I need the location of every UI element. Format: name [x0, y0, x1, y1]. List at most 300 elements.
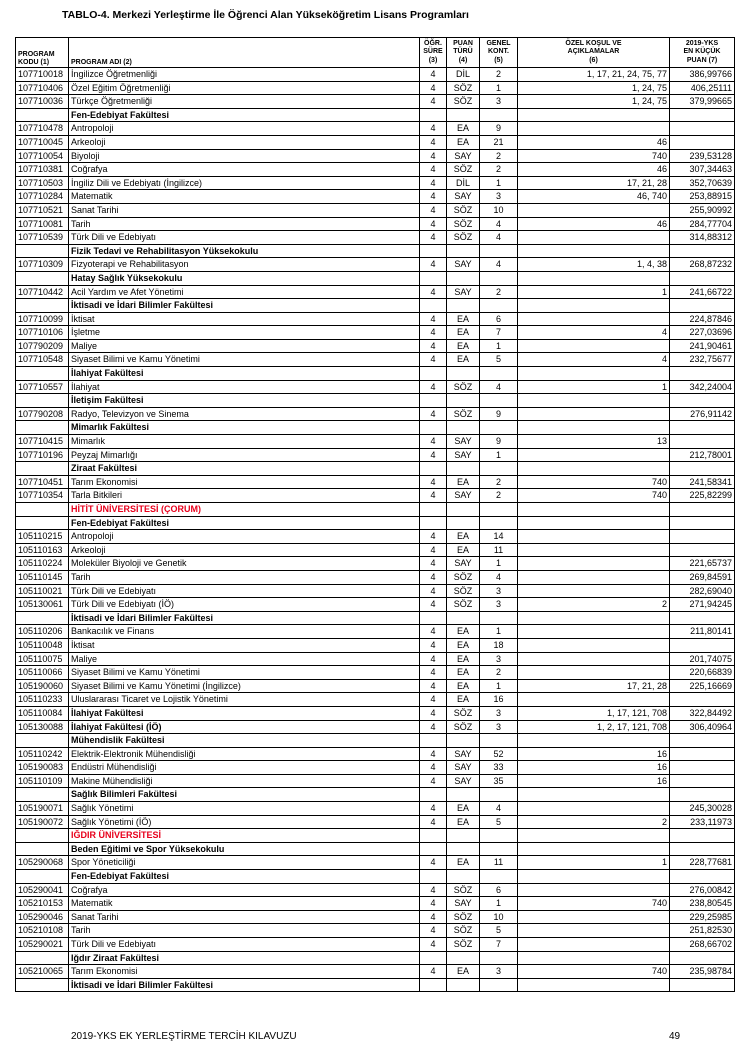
general-quota: 3	[480, 652, 518, 666]
empty-cell	[480, 870, 518, 884]
score-type: SAY	[447, 258, 480, 272]
score-type: SAY	[447, 448, 480, 462]
special-notes	[518, 910, 670, 924]
empty-cell	[16, 244, 69, 258]
header-min-score	[670, 38, 735, 68]
program-name: Sanat Tarihi	[69, 203, 420, 217]
program-code: 105210153	[16, 897, 69, 911]
table-row	[16, 938, 735, 952]
table-row	[16, 652, 735, 666]
general-quota: 6	[480, 312, 518, 326]
empty-cell	[420, 870, 447, 884]
empty-cell	[420, 108, 447, 122]
faculty-heading-row	[16, 870, 735, 884]
min-score: 276,00842	[670, 883, 735, 897]
empty-cell	[447, 611, 480, 625]
empty-cell	[420, 842, 447, 856]
program-code: 105190060	[16, 679, 69, 693]
score-type: SÖZ	[447, 380, 480, 394]
program-code: 107710036	[16, 95, 69, 109]
program-code: 105110109	[16, 774, 69, 788]
empty-cell	[447, 734, 480, 748]
duration: 4	[420, 68, 447, 82]
min-score: 306,40964	[670, 720, 735, 734]
table-header	[16, 38, 735, 68]
empty-cell	[670, 788, 735, 802]
program-name: İngiliz Dili ve Edebiyatı (İngilizce)	[69, 176, 420, 190]
empty-cell	[420, 734, 447, 748]
general-quota: 4	[480, 231, 518, 245]
header-line: ÖĞR.	[424, 40, 442, 48]
empty-cell	[447, 516, 480, 530]
table-row	[16, 638, 735, 652]
empty-cell	[420, 244, 447, 258]
score-type: EA	[447, 652, 480, 666]
table-row	[16, 380, 735, 394]
table-row	[16, 625, 735, 639]
empty-cell	[518, 734, 670, 748]
program-name: Arkeoloji	[69, 135, 420, 149]
min-score: 271,94245	[670, 598, 735, 612]
header-line: EN KÜÇÜK	[683, 48, 721, 56]
program-code: 105130061	[16, 598, 69, 612]
min-score	[670, 761, 735, 775]
duration: 4	[420, 720, 447, 734]
duration: 4	[420, 149, 447, 163]
table-body	[16, 68, 735, 992]
program-name: Mimarlık	[69, 435, 420, 449]
program-name: Matematik	[69, 897, 420, 911]
duration: 4	[420, 910, 447, 924]
general-quota: 1	[480, 448, 518, 462]
empty-cell	[16, 978, 69, 992]
program-name: Endüstri Mühendisliği	[69, 761, 420, 775]
score-type: EA	[447, 666, 480, 680]
document-title: TABLO-4. Merkezi Yerleştirme İle Öğrenci Alan Yükseköğretim Lisans Programları	[62, 9, 469, 21]
header-line: 2019-YKS	[685, 40, 719, 48]
table-row	[16, 285, 735, 299]
program-code: 105110224	[16, 557, 69, 571]
program-code: 105210108	[16, 924, 69, 938]
programs-table	[15, 37, 735, 992]
program-code: 107710521	[16, 203, 69, 217]
score-type: SÖZ	[447, 217, 480, 231]
faculty-name: Mimarlık Fakültesi	[69, 421, 420, 435]
faculty-heading-row	[16, 516, 735, 530]
special-notes: 1, 24, 75	[518, 95, 670, 109]
score-type: DİL	[447, 176, 480, 190]
score-type: EA	[447, 543, 480, 557]
duration: 4	[420, 897, 447, 911]
general-quota: 3	[480, 965, 518, 979]
special-notes: 1, 2, 17, 121, 708	[518, 720, 670, 734]
program-name: İlahiyat Fakültesi (İÖ)	[69, 720, 420, 734]
special-notes	[518, 584, 670, 598]
special-notes: 740	[518, 149, 670, 163]
empty-cell	[518, 978, 670, 992]
faculty-heading-row	[16, 108, 735, 122]
table-row	[16, 924, 735, 938]
empty-cell	[518, 516, 670, 530]
program-code: 105210065	[16, 965, 69, 979]
duration: 4	[420, 543, 447, 557]
program-code: 107710406	[16, 81, 69, 95]
min-score: 245,30028	[670, 802, 735, 816]
duration: 4	[420, 652, 447, 666]
score-type: EA	[447, 122, 480, 136]
program-code: 105110084	[16, 706, 69, 720]
program-code: 105130088	[16, 720, 69, 734]
duration: 4	[420, 856, 447, 870]
faculty-heading-row	[16, 788, 735, 802]
empty-cell	[16, 870, 69, 884]
special-notes: 4	[518, 326, 670, 340]
general-quota: 6	[480, 883, 518, 897]
program-name: Arkeoloji	[69, 543, 420, 557]
score-type: SAY	[447, 489, 480, 503]
min-score: 352,70639	[670, 176, 735, 190]
table-row	[16, 122, 735, 136]
program-code: 105110048	[16, 638, 69, 652]
min-score: 269,84591	[670, 570, 735, 584]
program-name: Elektrik-Elektronik Mühendisliği	[69, 747, 420, 761]
duration: 4	[420, 176, 447, 190]
university-heading-row	[16, 829, 735, 843]
header-line: KONT.	[488, 48, 509, 56]
program-name: Sanat Tarihi	[69, 910, 420, 924]
duration: 4	[420, 407, 447, 421]
program-code: 105110075	[16, 652, 69, 666]
faculty-heading-row	[16, 842, 735, 856]
duration: 4	[420, 448, 447, 462]
empty-cell	[670, 503, 735, 517]
min-score	[670, 774, 735, 788]
duration: 4	[420, 693, 447, 707]
empty-cell	[670, 951, 735, 965]
general-quota: 3	[480, 706, 518, 720]
table-row	[16, 258, 735, 272]
special-notes: 2	[518, 815, 670, 829]
score-type: SÖZ	[447, 910, 480, 924]
score-type: EA	[447, 475, 480, 489]
program-name: Bankacılık ve Finans	[69, 625, 420, 639]
duration: 4	[420, 231, 447, 245]
program-name: Tarih	[69, 217, 420, 231]
special-notes	[518, 693, 670, 707]
special-notes: 46, 740	[518, 190, 670, 204]
university-heading-row	[16, 503, 735, 517]
table-row	[16, 584, 735, 598]
program-code: 105110215	[16, 530, 69, 544]
program-code: 105110163	[16, 543, 69, 557]
empty-cell	[420, 788, 447, 802]
table-row	[16, 217, 735, 231]
programs-table-container	[15, 37, 734, 992]
program-code: 105290046	[16, 910, 69, 924]
special-notes	[518, 938, 670, 952]
empty-cell	[480, 611, 518, 625]
program-name: Tarım Ekonomisi	[69, 965, 420, 979]
empty-cell	[480, 367, 518, 381]
program-code: 107710503	[16, 176, 69, 190]
program-code: 107710196	[16, 448, 69, 462]
score-type: EA	[447, 312, 480, 326]
min-score: 228,77681	[670, 856, 735, 870]
empty-cell	[480, 421, 518, 435]
empty-cell	[16, 421, 69, 435]
faculty-name: Fizik Tedavi ve Rehabilitasyon Yüksekokulu	[69, 244, 420, 258]
faculty-name: Fen-Edebiyat Fakültesi	[69, 870, 420, 884]
table-row	[16, 747, 735, 761]
empty-cell	[420, 271, 447, 285]
program-name: İktisat	[69, 312, 420, 326]
general-quota: 11	[480, 543, 518, 557]
program-name: Maliye	[69, 339, 420, 353]
duration: 4	[420, 570, 447, 584]
min-score: 284,77704	[670, 217, 735, 231]
special-notes: 1, 4, 38	[518, 258, 670, 272]
empty-cell	[518, 244, 670, 258]
program-name: Spor Yöneticiliği	[69, 856, 420, 870]
program-code: 107710539	[16, 231, 69, 245]
empty-cell	[447, 421, 480, 435]
faculty-heading-row	[16, 978, 735, 992]
empty-cell	[518, 462, 670, 476]
score-type: SÖZ	[447, 203, 480, 217]
faculty-heading-row	[16, 421, 735, 435]
header-line: (3)	[428, 56, 438, 64]
duration: 4	[420, 679, 447, 693]
program-code: 107710099	[16, 312, 69, 326]
university-name: IĞDIR ÜNİVERSİTESİ	[69, 829, 420, 843]
faculty-name: Beden Eğitimi ve Spor Yüksekokulu	[69, 842, 420, 856]
general-quota: 4	[480, 217, 518, 231]
general-quota: 4	[480, 570, 518, 584]
program-name: Siyaset Bilimi ve Kamu Yönetimi	[69, 666, 420, 680]
general-quota: 52	[480, 747, 518, 761]
duration: 4	[420, 625, 447, 639]
min-score	[670, 747, 735, 761]
empty-cell	[16, 788, 69, 802]
faculty-name: Fen-Edebiyat Fakültesi	[69, 516, 420, 530]
duration: 4	[420, 584, 447, 598]
general-quota: 2	[480, 163, 518, 177]
general-quota: 1	[480, 625, 518, 639]
empty-cell	[420, 299, 447, 313]
score-type: SÖZ	[447, 584, 480, 598]
table-row	[16, 135, 735, 149]
table-row	[16, 693, 735, 707]
table-row	[16, 163, 735, 177]
min-score	[670, 122, 735, 136]
table-row	[16, 679, 735, 693]
empty-cell	[480, 829, 518, 843]
faculty-name: Iğdır Ziraat Fakültesi	[69, 951, 420, 965]
program-name: Maliye	[69, 652, 420, 666]
program-code: 105110021	[16, 584, 69, 598]
program-name: Siyaset Bilimi ve Kamu Yönetimi (İngilizce)	[69, 679, 420, 693]
min-score: 225,82299	[670, 489, 735, 503]
duration: 4	[420, 489, 447, 503]
special-notes: 2	[518, 598, 670, 612]
special-notes: 740	[518, 475, 670, 489]
program-name: İlahiyat	[69, 380, 420, 394]
special-notes	[518, 625, 670, 639]
program-code: 105290041	[16, 883, 69, 897]
empty-cell	[518, 829, 670, 843]
general-quota: 2	[480, 666, 518, 680]
min-score: 238,80545	[670, 897, 735, 911]
general-quota: 7	[480, 326, 518, 340]
table-row	[16, 407, 735, 421]
empty-cell	[518, 271, 670, 285]
empty-cell	[420, 829, 447, 843]
min-score	[670, 543, 735, 557]
special-notes: 740	[518, 897, 670, 911]
special-notes	[518, 339, 670, 353]
program-code: 107710284	[16, 190, 69, 204]
duration: 4	[420, 203, 447, 217]
page-number: 49	[669, 1031, 681, 1042]
special-notes: 46	[518, 135, 670, 149]
empty-cell	[670, 367, 735, 381]
general-quota: 9	[480, 122, 518, 136]
duration: 4	[420, 802, 447, 816]
empty-cell	[447, 271, 480, 285]
duration: 4	[420, 326, 447, 340]
score-type: EA	[447, 679, 480, 693]
table-row	[16, 326, 735, 340]
min-score	[670, 435, 735, 449]
empty-cell	[670, 870, 735, 884]
empty-cell	[447, 829, 480, 843]
empty-cell	[420, 978, 447, 992]
empty-cell	[670, 516, 735, 530]
empty-cell	[480, 978, 518, 992]
program-name: Tarla Bitkileri	[69, 489, 420, 503]
empty-cell	[16, 299, 69, 313]
score-type: EA	[447, 965, 480, 979]
score-type: SAY	[447, 435, 480, 449]
general-quota: 4	[480, 380, 518, 394]
special-notes: 4	[518, 353, 670, 367]
duration: 4	[420, 435, 447, 449]
min-score: 268,87232	[670, 258, 735, 272]
program-name: Antropoloji	[69, 530, 420, 544]
empty-cell	[670, 978, 735, 992]
score-type: SAY	[447, 557, 480, 571]
empty-cell	[670, 244, 735, 258]
special-notes	[518, 448, 670, 462]
empty-cell	[670, 271, 735, 285]
general-quota: 11	[480, 856, 518, 870]
min-score: 235,98784	[670, 965, 735, 979]
duration: 4	[420, 475, 447, 489]
general-quota: 1	[480, 339, 518, 353]
empty-cell	[420, 516, 447, 530]
program-code: 107710354	[16, 489, 69, 503]
general-quota: 1	[480, 557, 518, 571]
program-name: Türk Dili ve Edebiyatı	[69, 938, 420, 952]
program-code: 105290021	[16, 938, 69, 952]
duration: 4	[420, 965, 447, 979]
empty-cell	[670, 394, 735, 408]
general-quota: 2	[480, 489, 518, 503]
min-score: 255,90992	[670, 203, 735, 217]
duration: 4	[420, 217, 447, 231]
empty-cell	[447, 462, 480, 476]
min-score: 282,69040	[670, 584, 735, 598]
empty-cell	[480, 503, 518, 517]
table-row	[16, 570, 735, 584]
empty-cell	[16, 503, 69, 517]
score-type: SÖZ	[447, 81, 480, 95]
program-code: 105190071	[16, 802, 69, 816]
program-code: 107790209	[16, 339, 69, 353]
min-score: 212,78001	[670, 448, 735, 462]
min-score: 386,99766	[670, 68, 735, 82]
duration: 4	[420, 135, 447, 149]
score-type: SAY	[447, 285, 480, 299]
duration: 4	[420, 353, 447, 367]
table-row	[16, 910, 735, 924]
program-name: Sağlık Yönetimi (İÖ)	[69, 815, 420, 829]
table-row	[16, 231, 735, 245]
special-notes	[518, 557, 670, 571]
general-quota: 3	[480, 598, 518, 612]
special-notes	[518, 530, 670, 544]
faculty-heading-row	[16, 271, 735, 285]
general-quota: 33	[480, 761, 518, 775]
program-code: 105190072	[16, 815, 69, 829]
score-type: EA	[447, 326, 480, 340]
empty-cell	[447, 842, 480, 856]
min-score: 406,25111	[670, 81, 735, 95]
score-type: EA	[447, 638, 480, 652]
empty-cell	[480, 462, 518, 476]
program-name: Özel Eğitim Öğretmenliği	[69, 81, 420, 95]
general-quota: 21	[480, 135, 518, 149]
program-code: 107710557	[16, 380, 69, 394]
program-name: İşletme	[69, 326, 420, 340]
special-notes: 740	[518, 965, 670, 979]
program-name: Tarım Ekonomisi	[69, 475, 420, 489]
table-row	[16, 435, 735, 449]
empty-cell	[518, 108, 670, 122]
score-type: SAY	[447, 774, 480, 788]
program-code: 107790208	[16, 407, 69, 421]
min-score: 224,87846	[670, 312, 735, 326]
table-row	[16, 897, 735, 911]
faculty-heading-row	[16, 951, 735, 965]
min-score: 225,16669	[670, 679, 735, 693]
table-row	[16, 598, 735, 612]
program-name: Tarih	[69, 924, 420, 938]
score-type: SAY	[447, 747, 480, 761]
program-name: Radyo, Televizyon ve Sinema	[69, 407, 420, 421]
empty-cell	[518, 421, 670, 435]
general-quota: 2	[480, 68, 518, 82]
duration: 4	[420, 747, 447, 761]
score-type: EA	[447, 856, 480, 870]
program-name: Matematik	[69, 190, 420, 204]
header-line: PUAN	[453, 40, 473, 48]
duration: 4	[420, 285, 447, 299]
special-notes	[518, 883, 670, 897]
program-code: 107710381	[16, 163, 69, 177]
header-program-name	[69, 38, 420, 68]
empty-cell	[16, 462, 69, 476]
